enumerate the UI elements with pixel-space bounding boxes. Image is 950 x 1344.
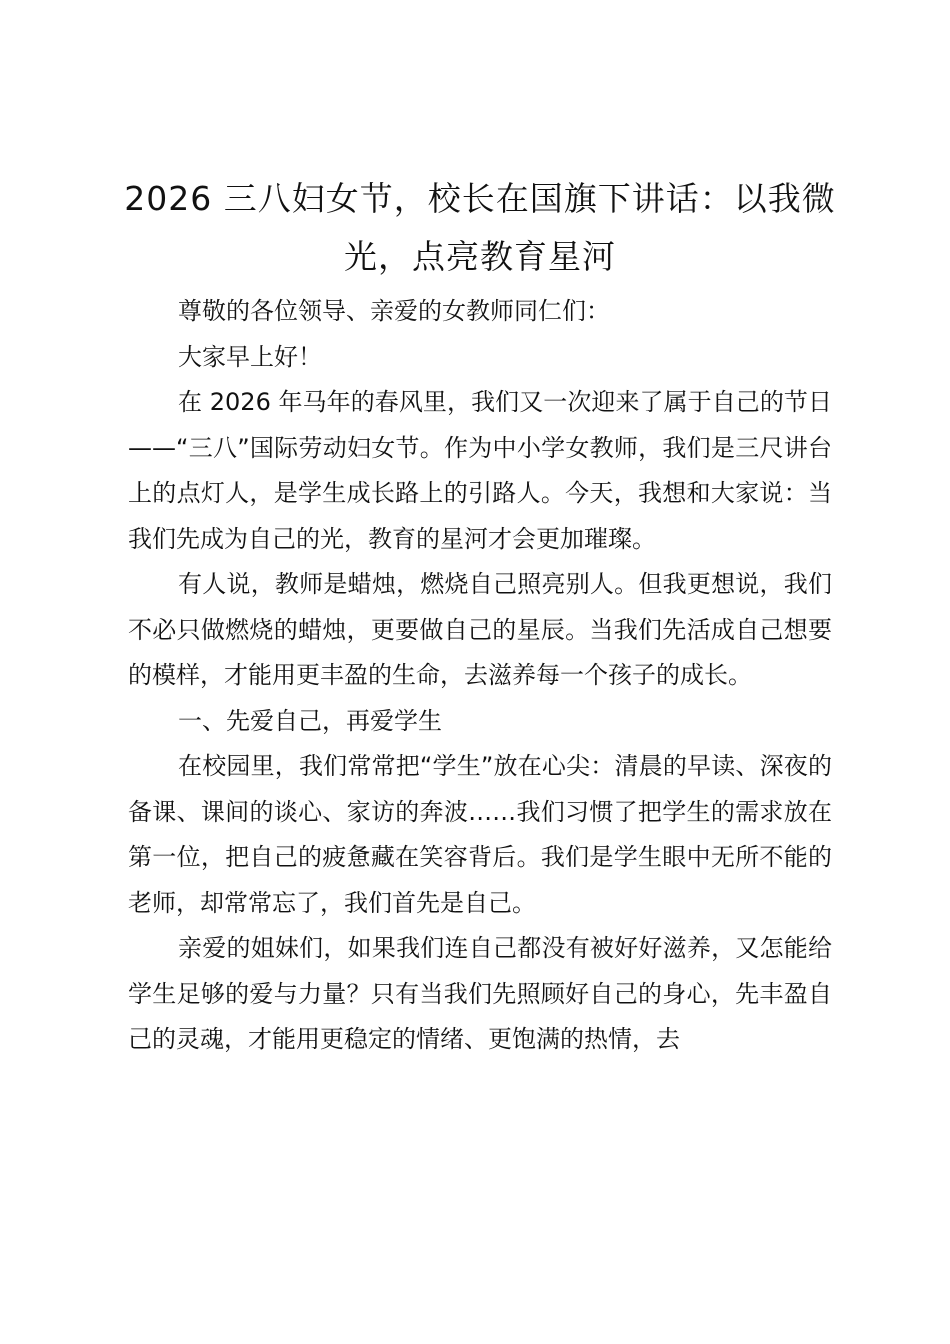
document-page	[124, 170, 836, 1063]
body-paragraph: 亲爱的姐妹们，如果我们连自己都没有被好好滋养，又怎能给学生足够的爱与力量？只有当我们先照顾好自己的身心，先丰盈自己的灵魂，才能用更稳定的情绪、更饱满的热情，去	[128, 934, 832, 1053]
document-title: 2026 三八妇女节，校长在国旗下讲话：以我微光，点亮教育星河	[124, 179, 836, 276]
body-paragraph: 在校园里，我们常常把“学生”放在心尖：清晨的早读、深夜的备课、课间的谈心、家访的奔波……我们习惯了把学生的需求放在第一位，把自己的疲惫藏在笑容背后。我们是学生眼中无所不能的老师，却常常忘了，我们首先是自己。	[128, 752, 832, 917]
greeting: 大家早上好！	[178, 342, 322, 371]
body-paragraph: 有人说，教师是蜡烛，燃烧自己照亮别人。但我更想说，我们不必只做燃烧的蜡烛，更要做自己的星辰。当我们先活成自己想要的模样，才能用更丰盈的生命，去滋养每一个孩子的成长。	[128, 570, 832, 689]
body-paragraph: 在 2026 年马年的春风里，我们又一次迎来了属于自己的节日——“三八”国际劳动妇女节。作为中小学女教师，我们是三尺讲台上的点灯人，是学生成长路上的引路人。今天，我想和大家说：当我们先成为自己的光，教育的星河才会更加璀璨。	[128, 388, 832, 553]
section-heading: 一、先爱自己，再爱学生	[178, 706, 442, 735]
salutation: 尊敬的各位领导、亲爱的女教师同仁们：	[178, 297, 610, 325]
